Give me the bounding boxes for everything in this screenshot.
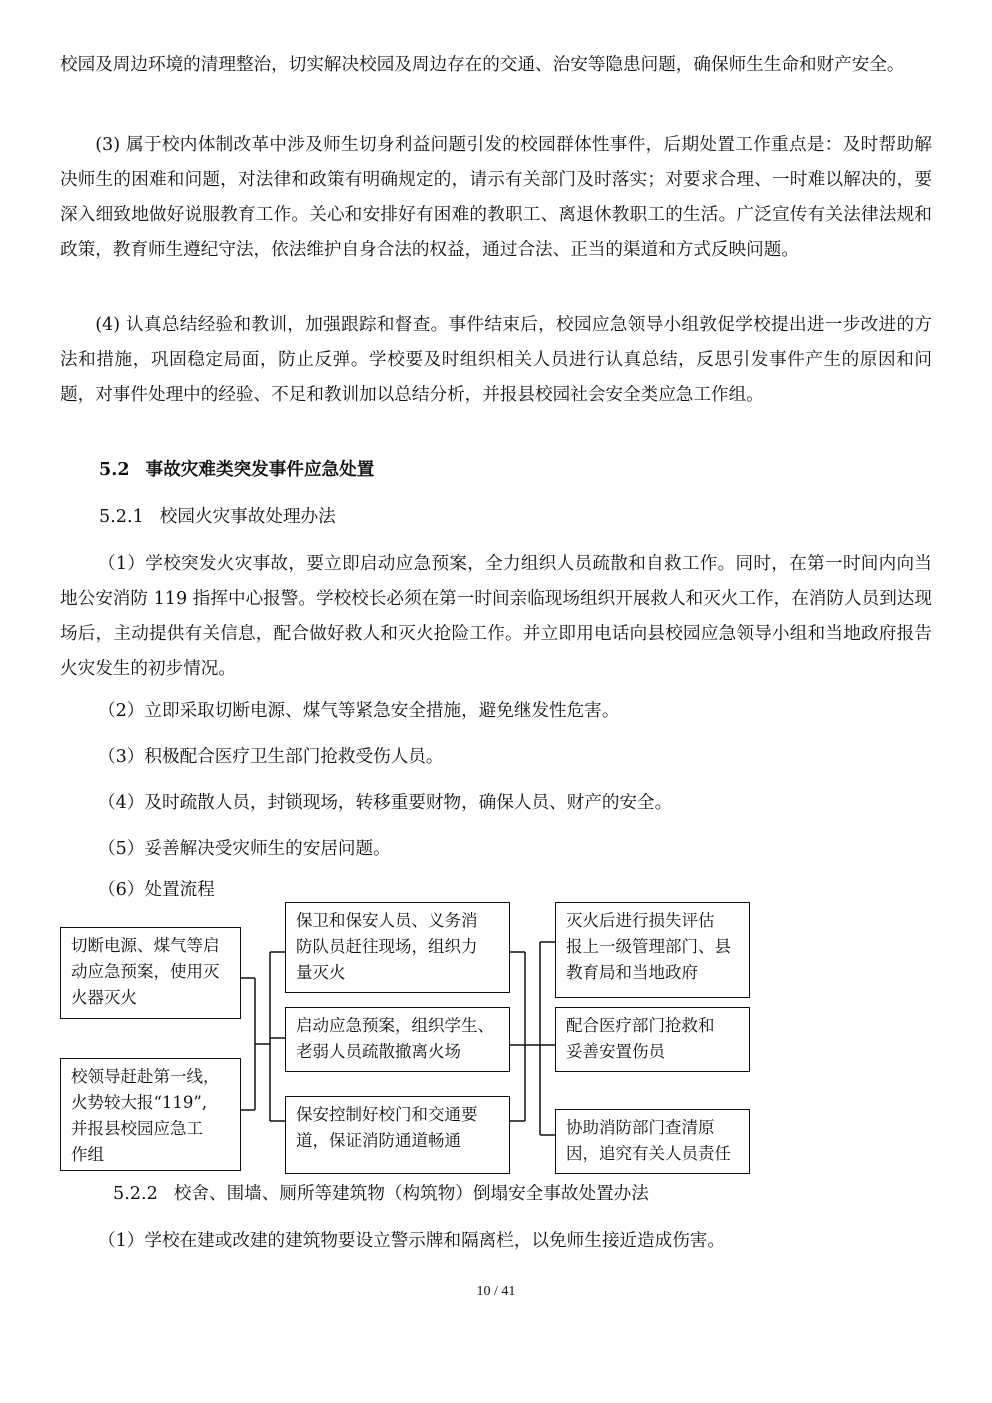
flow-box-line: 道，保证消防通道畅通	[296, 1131, 461, 1150]
flow-box-line: 配合医疗部门抢救和	[566, 1016, 715, 1035]
flow-box-cut-power	[60, 927, 241, 1019]
section-title: 校园火灾事故处理办法	[159, 507, 336, 527]
flow-box-line: 火势较大报“119”,	[71, 1093, 208, 1112]
page-number: 10 / 41	[476, 1284, 516, 1299]
flow-box-security-firefight	[285, 902, 510, 993]
section-title: 校舍、围墙、厕所等建筑物（构筑物）倒塌安全事故处置办法	[173, 1184, 649, 1204]
section-number: 5.2.2	[113, 1184, 158, 1204]
flow-box-line: 校领导赶赴第一线，	[71, 1067, 220, 1086]
flow-box-control-gates	[285, 1096, 510, 1174]
paragraph-fire-2: （2）立即采取切断电源、煤气等紧急安全措施，避免继发性危害。	[98, 701, 620, 721]
paragraph-continuation: 校园及周边环境的清理整治，切实解决校园及周边存在的交通、治安等隐患问题，确保师生生命和财产安全。	[60, 55, 905, 75]
section-heading-5-2-2	[113, 1180, 649, 1208]
flow-box-loss-assessment	[555, 902, 750, 998]
flow-box-line: 并报县校园应急工	[71, 1119, 203, 1138]
paragraph-item-4: (4) 认真总结经验和教训，加强跟踪和督查。事件结束后，校园应急领导小组敦促学校提出进一步改进的方法和措施，巩固稳定局面，防止反弹。学校要及时组织相关人员进行认真总结，反思引发事件产生的原因和问题，对事件处理中的经验、不足和教训加以总结分析，并报县校园社会安全类应急工作组。	[60, 315, 932, 405]
paragraph-fire-4: （4）及时疏散人员，封锁现场，转移重要财物，确保人员、财产的安全。	[98, 793, 673, 813]
flow-box-line: 保卫和保安人员、义务消	[296, 911, 478, 930]
flow-box-line: 教育局和当地政府	[566, 963, 698, 982]
flow-box-leaders-report	[60, 1058, 241, 1171]
section-number: 5.2.1	[99, 507, 144, 527]
section-title: 事故灾难类突发事件应急处置	[145, 459, 375, 480]
section-heading-5-2-1	[99, 503, 336, 531]
section-number: 5.2	[99, 459, 130, 480]
flow-box-line: 协助消防部门查清原	[566, 1118, 715, 1137]
flow-box-line: 作组	[71, 1145, 104, 1164]
flow-box-line: 量灭火	[296, 963, 346, 982]
flow-box-line: 妥善安置伤员	[566, 1042, 665, 1061]
flow-box-medical-rescue	[555, 1007, 750, 1072]
paragraph-item-3: (3) 属于校内体制改革中涉及师生切身利益问题引发的校园群体性事件，后期处置工作重点是：及时帮助解决师生的困难和问题，对法律和政策有明确规定的，请示有关部门及时落实；对要求合理、一时难以解决的，要深入细致地做好说服教育工作。关心和安排好有困难的教职工、离退休教职工的生活。广泛宣传有关法律法规和政策，教育师生遵纪守法，依法维护自身合法的权益，通过合法、正当的渠道和方式反映问题。	[60, 135, 932, 260]
flow-box-line: 灭火后进行损失评估	[566, 911, 715, 930]
flow-box-line: 火器灭火	[71, 988, 137, 1007]
paragraph-fire-3: （3）积极配合医疗卫生部门抢救受伤人员。	[98, 747, 444, 767]
paragraph-fire-5: （5）妥善解决受灾师生的安居问题。	[98, 839, 391, 859]
paragraph-collapse-1: （1）学校在建或改建的建筑物要设立警示牌和隔离栏，以免师生接近造成伤害。	[98, 1231, 725, 1251]
flow-box-line: 保安控制好校门和交通要	[296, 1105, 478, 1124]
flow-box-line: 切断电源、煤气等启	[71, 936, 220, 955]
section-heading-5-2	[99, 456, 374, 484]
flow-box-line: 因，追究有关人员责任	[566, 1144, 731, 1163]
flow-box-line: 报上一级管理部门、县	[566, 937, 731, 956]
flow-box-line: 启动应急预案，组织学生、	[296, 1016, 494, 1035]
flow-box-line: 老弱人员疏散撤离火场	[296, 1042, 461, 1061]
paragraph-fire-6: （6）处置流程	[98, 880, 215, 900]
flow-box-evacuate	[285, 1007, 510, 1072]
flow-box-line: 防队员赶往现场，组织力	[296, 937, 478, 956]
paragraph-fire-1: （1）学校突发火灾事故，要立即启动应急预案，全力组织人员疏散和自救工作。同时，在第一时间内向当地公安消防 119 指挥中心报警。学校校长必须在第一时间亲临现场组织开展救人和灭火工作，在消防人员到达现场后，主动提供有关信息，配合做好救人和灭火抢险工作。并立即用电话向县校园应急领导小组和当地政府报告火灾发生的初步情况。	[60, 554, 932, 679]
flow-box-investigate-cause	[555, 1109, 750, 1174]
flow-box-line: 动应急预案，使用灭	[71, 962, 220, 981]
